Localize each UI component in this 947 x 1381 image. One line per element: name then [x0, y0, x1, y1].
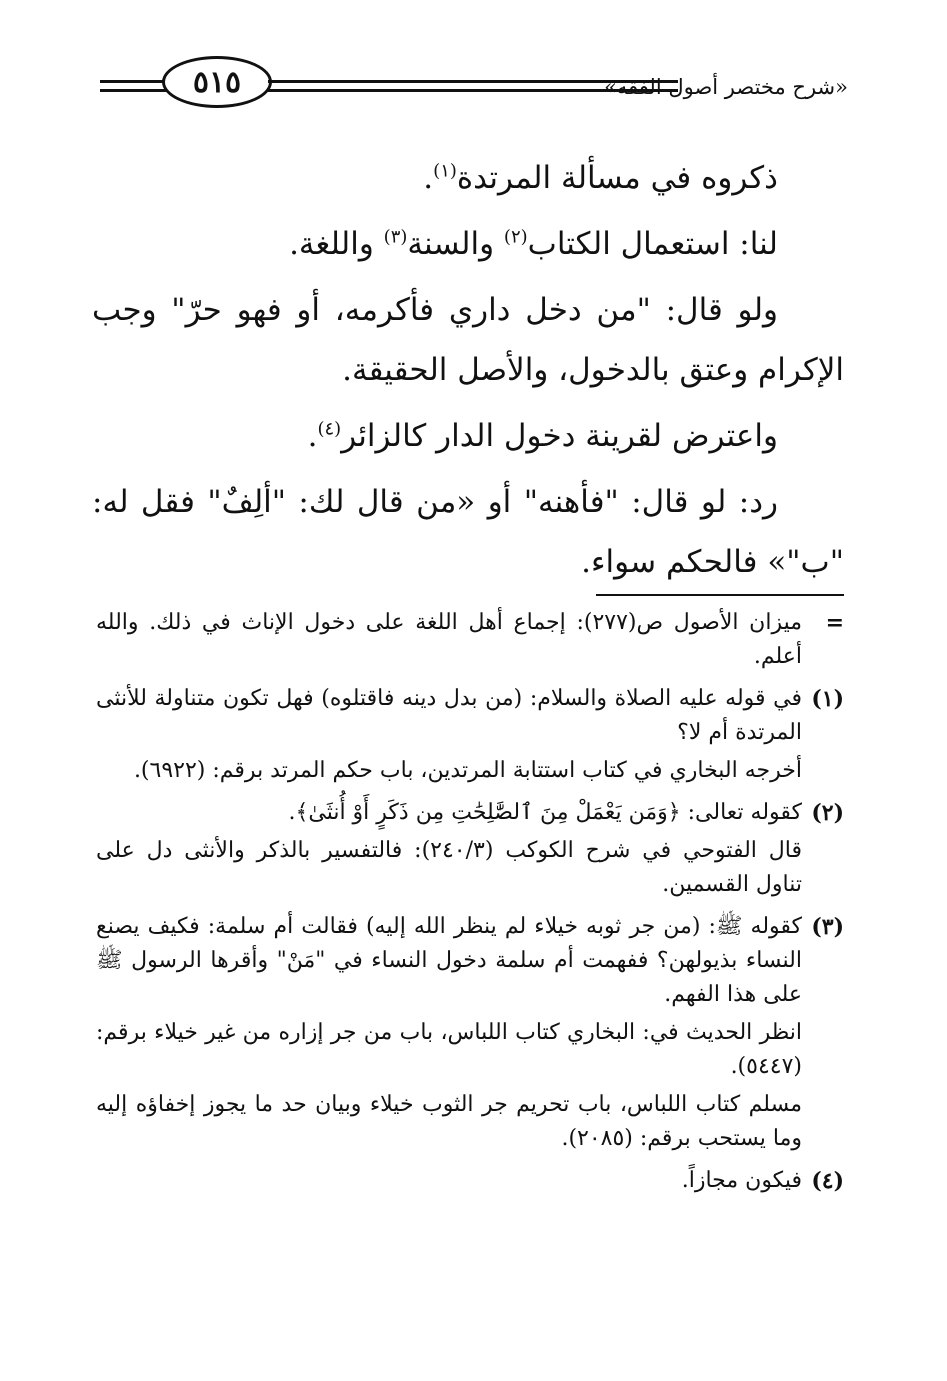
footnote-4-text: فيكون مجازاً.: [681, 1168, 802, 1193]
continuation-mark: =: [825, 610, 844, 636]
paragraph-3: ولو قال: "من دخل داري فأكرمه، أو فهو حرّ" وجب الإكرام وعتق بالدخول، والأصل الحقيقة.: [92, 292, 844, 388]
footnote-2-text-b: قال الفتوحي في شرح الكوكب (٢٤٠/٣): فالتفسير بالذكر والأنثى دل على تناول القسمين.: [96, 838, 803, 897]
footnote-2-mark: (٢): [811, 800, 844, 826]
paragraph-1-text: ذكروه في مسألة المرتدة: [456, 160, 778, 196]
running-title: «شرح مختصر أصول الفقه»: [604, 75, 848, 99]
footnote-3: [96, 910, 844, 1160]
paragraph-1: [92, 148, 844, 208]
page-number: ٥١٥: [192, 64, 242, 100]
paragraph-2-text-b: والسنة: [407, 226, 504, 262]
footnote-ref-1: (١): [433, 160, 457, 182]
paragraph-1-end: .: [423, 160, 434, 196]
footnote-ref-2: (٢): [503, 226, 528, 248]
page-number-oval: [162, 56, 272, 108]
footnote-3-text-a: كقوله ﷺ: (من جر ثوبه خيلاء لم ينظر الله إليه) فقالت أم سلمة: فكيف يصنع النساء بذيولهن؟ ففهمت أم سلمة دخول النساء في "مَنْ" وأقرها الرسول ﷺ على هذا الفهم.: [96, 914, 802, 1007]
footnote-ref-3: (٣): [383, 226, 408, 248]
paragraph-2: [92, 214, 844, 274]
footnotes: [96, 606, 844, 1206]
paragraph-4-end: .: [307, 418, 318, 454]
header-rule-left: [100, 80, 166, 92]
footnote-ref-4: (٤): [317, 418, 342, 440]
paragraph-2-text-c: واللغة.: [289, 226, 384, 262]
footnote-4-mark: (٤): [811, 1168, 844, 1194]
footnote-1: [96, 682, 844, 792]
continuation-text: ميزان الأصول ص(٢٧٧): إجماع أهل اللغة على دخول الإناث في ذلك. والله أعلم.: [96, 610, 803, 669]
footnote-3-mark: (٣): [811, 914, 844, 940]
footnote-1-text-a: في قوله عليه الصلاة والسلام: (من بدل دينه فاقتلوه) فهل تكون متناولة للأنثى المرتدة أم لا؟: [96, 686, 802, 745]
paragraph-4: [92, 406, 844, 466]
footnote-continuation: [96, 606, 844, 678]
footnote-1-text-b: أخرجه البخاري في كتاب استتابة المرتدين، باب حكم المرتد برقم: (٦٩٢٢).: [133, 758, 802, 783]
footnote-divider: [596, 594, 844, 596]
footnote-2: [96, 796, 844, 906]
paragraph-4-text: واعترض لقرينة دخول الدار كالزائر: [341, 418, 778, 454]
main-text: [92, 148, 844, 598]
footnote-3-text-b: انظر الحديث في: البخاري كتاب اللباس، باب من جر إزاره من غير خيلاء برقم: (٥٤٤٧).: [96, 1020, 802, 1079]
footnote-1-mark: (١): [811, 686, 844, 712]
paragraph-5: رد: لو قال: "فأهنه" أو «من قال لك: "ألِفٌ" فقل له: "ب"» فالحكم سواء.: [92, 484, 844, 580]
paragraph-2-text-a: لنا: استعمال الكتاب: [527, 226, 778, 262]
page-header: [96, 52, 848, 108]
footnote-3-text-c: مسلم كتاب اللباس، باب تحريم جر الثوب خيلاء وبيان حد ما يجوز إخفاؤه إليه وما يستحب برقم: (٢٠٨٥).: [96, 1092, 802, 1151]
footnote-4: [96, 1164, 844, 1202]
footnote-2-text-a: كقوله تعالى: ﴿وَمَن يَعْمَلْ مِنَ ٱلصَّٰلِحَٰتِ مِن ذَكَرٍ أَوْ أُنثَىٰ﴾.: [288, 800, 802, 825]
